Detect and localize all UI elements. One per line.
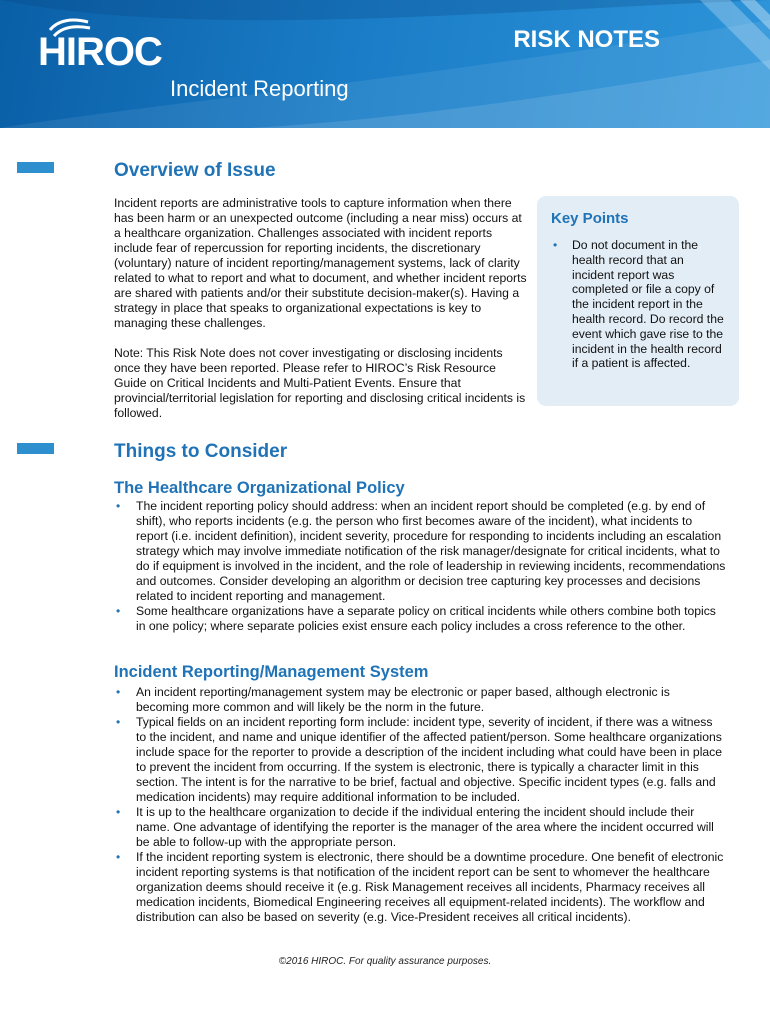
list-item (553, 238, 727, 371)
policy-item-text: The incident reporting policy should address: when an incident report should be completed (e.g. by end of shift), who reports incidents (e.g. the person who first becomes aware of the incident), what incidents to report (i.e. incident definition), incident severity, procedure for responding to incidents including an escalation strategy which may involve immediate notification of the risk manager/designate for critical incidents, what to do if equipment is involved in the incident, and the role of leadership in reviewing incidents, recommendations and outcomes. Consider developing an algorithm or decision tree capturing key processes and decisions related to incident reporting and management. (136, 499, 726, 603)
page-footer: ©2016 HIROC. For quality assurance purposes. (278, 956, 492, 967)
key-point-text: Do not document in the health record that an incident report was completed or file a copy of the incident report in the health record. Do record the event which gave rise to the incident in the health record if a patient is affected. (572, 238, 724, 371)
things-to-consider-heading: Things to Consider (114, 441, 288, 462)
section-marker (17, 162, 54, 173)
document-title: Incident Reporting (170, 76, 349, 101)
system-heading: Incident Reporting/Management System (114, 663, 429, 681)
key-points-list (553, 238, 727, 371)
list-item (114, 850, 726, 925)
logo-text: HIROC (38, 30, 162, 74)
bullet-dot-icon: • (116, 850, 121, 864)
system-item-text: If the incident reporting system is electronic, there should be a downtime procedure. One benefit of electronic incident reporting systems is that notification of the incident report can be sent to whomever the healthcare organization deems should receive it (e.g. Risk Management receives all incidents, Pharmacy receives all medication incidents, Biomedical Engineering receives all equipment-related incidents). The workflow and distribution can also be based on severity (e.g. Vice-President receives all critical incidents). (136, 850, 724, 924)
policy-heading: The Healthcare Organizational Policy (114, 479, 405, 497)
list-item (114, 604, 726, 634)
bullet-dot-icon: • (116, 499, 121, 513)
series-label: RISK NOTES (513, 26, 660, 53)
system-list (114, 685, 726, 925)
bullet-dot-icon: • (116, 604, 121, 618)
system-item-text: Typical fields on an incident reporting form include: incident type, severity of incident, if there was a witness to the incident, and name and unique identifier of the affected patient/person. Some healthcare organizations include space for the reporter to provide a description of the incident including what could have been in place to prevent the incident from occurring. If the system is electronic, there is typically a character limit in this section. The intent is for the narrative to be brief, factual and objective. Specific incident types (e.g. falls and medication incidents) may require additional information to be included. (136, 715, 723, 804)
list-item (114, 685, 726, 715)
bullet-dot-icon: • (116, 805, 121, 819)
key-points-box (537, 196, 739, 406)
overview-heading: Overview of Issue (114, 160, 276, 181)
overview-paragraph: Incident reports are administrative tools to capture information when there has been harm or an unexpected outcome (including a near miss) occurs at a healthcare organization. Challenges associated with incident reports include fear of repercussion for reporting incidents, the discretionary (voluntary) nature of incident reporting/management systems, lack of clarity related to what to report and what to document, and whether incident reports are shared with patients and/or their substitute decision-maker(s). Having a strategy in place that speaks to organizational expectations is key to managing these challenges. (114, 196, 527, 330)
system-item-text: It is up to the healthcare organization to decide if the individual entering the incident should include their name. One advantage of identifying the reporter is the manager of the area where the incident occurred will be able to follow-up with the appropriate person. (136, 805, 714, 849)
bullet-dot-icon: • (553, 238, 558, 252)
policy-item-text: Some healthcare organizations have a separate policy on critical incidents while others combine both topics in one policy; where separate policies exist ensure each policy includes a cross reference to the other. (136, 604, 716, 633)
overview-note: Note: This Risk Note does not cover investigating or disclosing incidents once they have been reported. Please refer to HIROC’s Risk Resource Guide on Critical Incidents and Multi-Patient Events. Ensure that provincial/territorial legislation for reporting and disclosing critical incidents is followed. (114, 346, 526, 420)
list-item (114, 715, 726, 805)
system-item-text: An incident reporting/management system may be electronic or paper based, although electronic is becoming more common and will likely be the norm in the future. (136, 685, 670, 714)
bullet-dot-icon: • (116, 685, 121, 699)
bullet-dot-icon: • (116, 715, 121, 729)
list-item (114, 499, 726, 604)
policy-list (114, 499, 726, 634)
header-banner (0, 0, 770, 128)
key-points-title: Key Points (551, 210, 629, 227)
list-item (114, 805, 726, 850)
section-marker (17, 443, 54, 454)
